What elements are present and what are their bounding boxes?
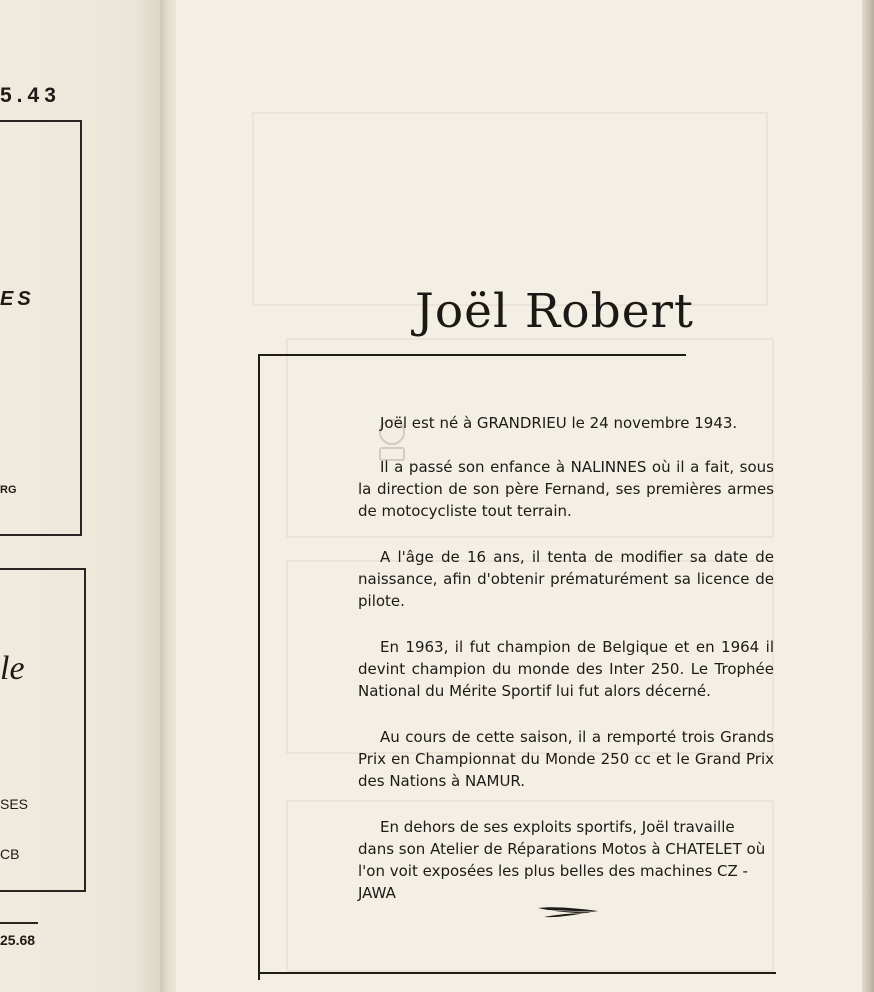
frame-bottom-rule: [258, 972, 776, 974]
left-ses-fragment: SES: [0, 796, 29, 812]
left-rule: [0, 922, 38, 924]
article-title: Joël Robert: [415, 284, 694, 339]
left-box-2: [0, 568, 86, 892]
left-es-fragment: ES: [0, 288, 35, 310]
article-body: [358, 412, 774, 928]
paragraph-workshop: En dehors de ses exploits sportifs, Joël travaille dans son Atelier de Réparations Motos à CHATELET où l'on voit exposées les plus belles des machines CZ - JAWA: [358, 818, 766, 902]
left-page: [0, 0, 168, 992]
left-cb-fragment: CB: [0, 846, 20, 862]
left-price-fragment: 5.43: [0, 84, 61, 107]
left-box-1: [0, 120, 82, 536]
left-le-fragment: le: [0, 650, 25, 687]
ghost-box-1: [252, 112, 768, 306]
page-edge: [862, 0, 874, 992]
paragraph-childhood: Il a passé son enfance à NALINNES où il a fait, sous la direction de son père Fernand, ses premières armes de motocycliste tout terrain.: [358, 458, 774, 520]
paragraph-season: Au cours de cette saison, il a remporté trois Grands Prix en Championnat du Monde 250 cc et le Grand Prix des Nations à NAMUR.: [358, 728, 774, 790]
frame-left-rule: [258, 354, 260, 980]
paragraph-birth: Joël est né à GRANDRIEU le 24 novembre 1943.: [380, 414, 738, 432]
left-number-fragment: 25.68: [0, 932, 36, 948]
paragraph-licence: A l'âge de 16 ans, il tenta de modifier sa date de naissance, afin d'obtenir prématurément sa licence de pilote.: [358, 548, 774, 610]
frame-top-rule: [258, 354, 686, 356]
feather-ornament-icon: [536, 904, 600, 920]
left-rg-fragment: RG: [0, 484, 17, 496]
paragraph-championships: En 1963, il fut champion de Belgique et en 1964 il devint champion du monde des Inter 250. Le Trophée National du Mérite Sportif lui fut alors décerné.: [358, 638, 774, 700]
